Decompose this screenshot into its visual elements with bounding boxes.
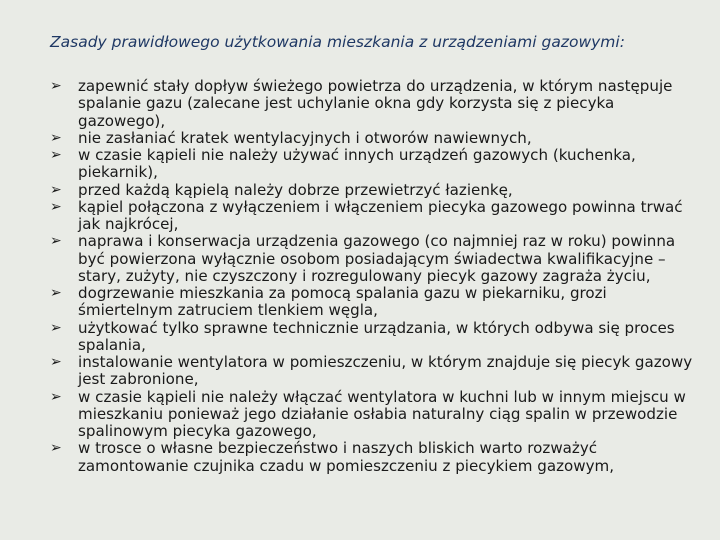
list-item-text: dogrzewanie mieszkania za pomocą spalania gazu w piekarniku, grozi śmiertelnym zatruciem tlenkiem węgla,: [78, 284, 607, 320]
list-item-text: użytkować tylko sprawne technicznie urządzania, w których odbywa się proces spalania,: [78, 318, 675, 354]
arrow-bullet-icon: ➢: [50, 78, 62, 94]
page-title: Zasady prawidłowego użytkowania mieszkania z urządzeniami gazowymi:: [50, 33, 625, 51]
list-item: [50, 354, 698, 389]
list-item-text: kąpiel połączona z wyłączeniem i włączeniem piecyka gazowego powinna trwać jak najkrócej,: [78, 197, 683, 233]
rules-list: [50, 78, 698, 475]
list-item-text: zapewnić stały dopływ świeżego powietrza do urządzenia, w którym następuje spalanie gazu (zalecane jest uchylanie okna gdy korzysta się z piecyka gazowego),: [78, 77, 673, 130]
arrow-bullet-icon: ➢: [50, 388, 62, 405]
list-item-text: w czasie kąpieli nie należy włączać wentylatora w kuchni lub w innym miejscu w mieszkaniu ponieważ jego działanie osłabia naturalny ciąg spalin w przewodzie spalinowym piecyka gazowego,: [78, 387, 686, 440]
list-item: [50, 147, 698, 182]
list-item-text: instalowanie wentylatora w pomieszczeniu, w którym znajduje się piecyk gazowy jest zabronione,: [78, 353, 693, 389]
list-item-text: w trosce o własne bezpieczeństwo i naszych bliskich warto rozważyć zamontowanie czujnika czadu w pomieszczeniu z piecykiem gazowym,: [78, 439, 615, 475]
list-item: [50, 389, 698, 441]
list-item-text: naprawa i konserwacja urządzenia gazowego (co najmniej raz w roku) powinna być powierzona wyłącznie osobom posiadającym świadectwa kwalifikacyjne – stary, zużyty, nie czyszczony i rozregulowany piecyk gazowy zagraża życiu,: [78, 232, 676, 285]
arrow-bullet-icon: ➢: [50, 147, 62, 163]
list-item-text: nie zasłaniać kratek wentylacyjnych i otworów nawiewnych,: [78, 128, 532, 147]
list-item: [50, 182, 698, 199]
arrow-bullet-icon: ➢: [50, 319, 62, 336]
arrow-bullet-icon: ➢: [50, 354, 62, 370]
list-item-text: w czasie kąpieli nie należy używać innych urządzeń gazowych (kuchenka, piekarnik),: [78, 146, 636, 182]
arrow-bullet-icon: ➢: [50, 198, 62, 215]
list-item: [50, 199, 698, 234]
list-item: [50, 285, 698, 320]
arrow-bullet-icon: ➢: [50, 285, 62, 301]
arrow-bullet-icon: ➢: [50, 440, 62, 457]
list-item: [50, 130, 698, 147]
list-item: [50, 320, 698, 355]
list-item: [50, 78, 698, 130]
arrow-bullet-icon: ➢: [50, 233, 62, 250]
list-item: [50, 233, 698, 285]
arrow-bullet-icon: ➢: [50, 181, 62, 198]
list-item-text: przed każdą kąpielą należy dobrze przewietrzyć łazienkę,: [78, 180, 513, 199]
arrow-bullet-icon: ➢: [50, 129, 62, 146]
list-item: [50, 440, 698, 475]
